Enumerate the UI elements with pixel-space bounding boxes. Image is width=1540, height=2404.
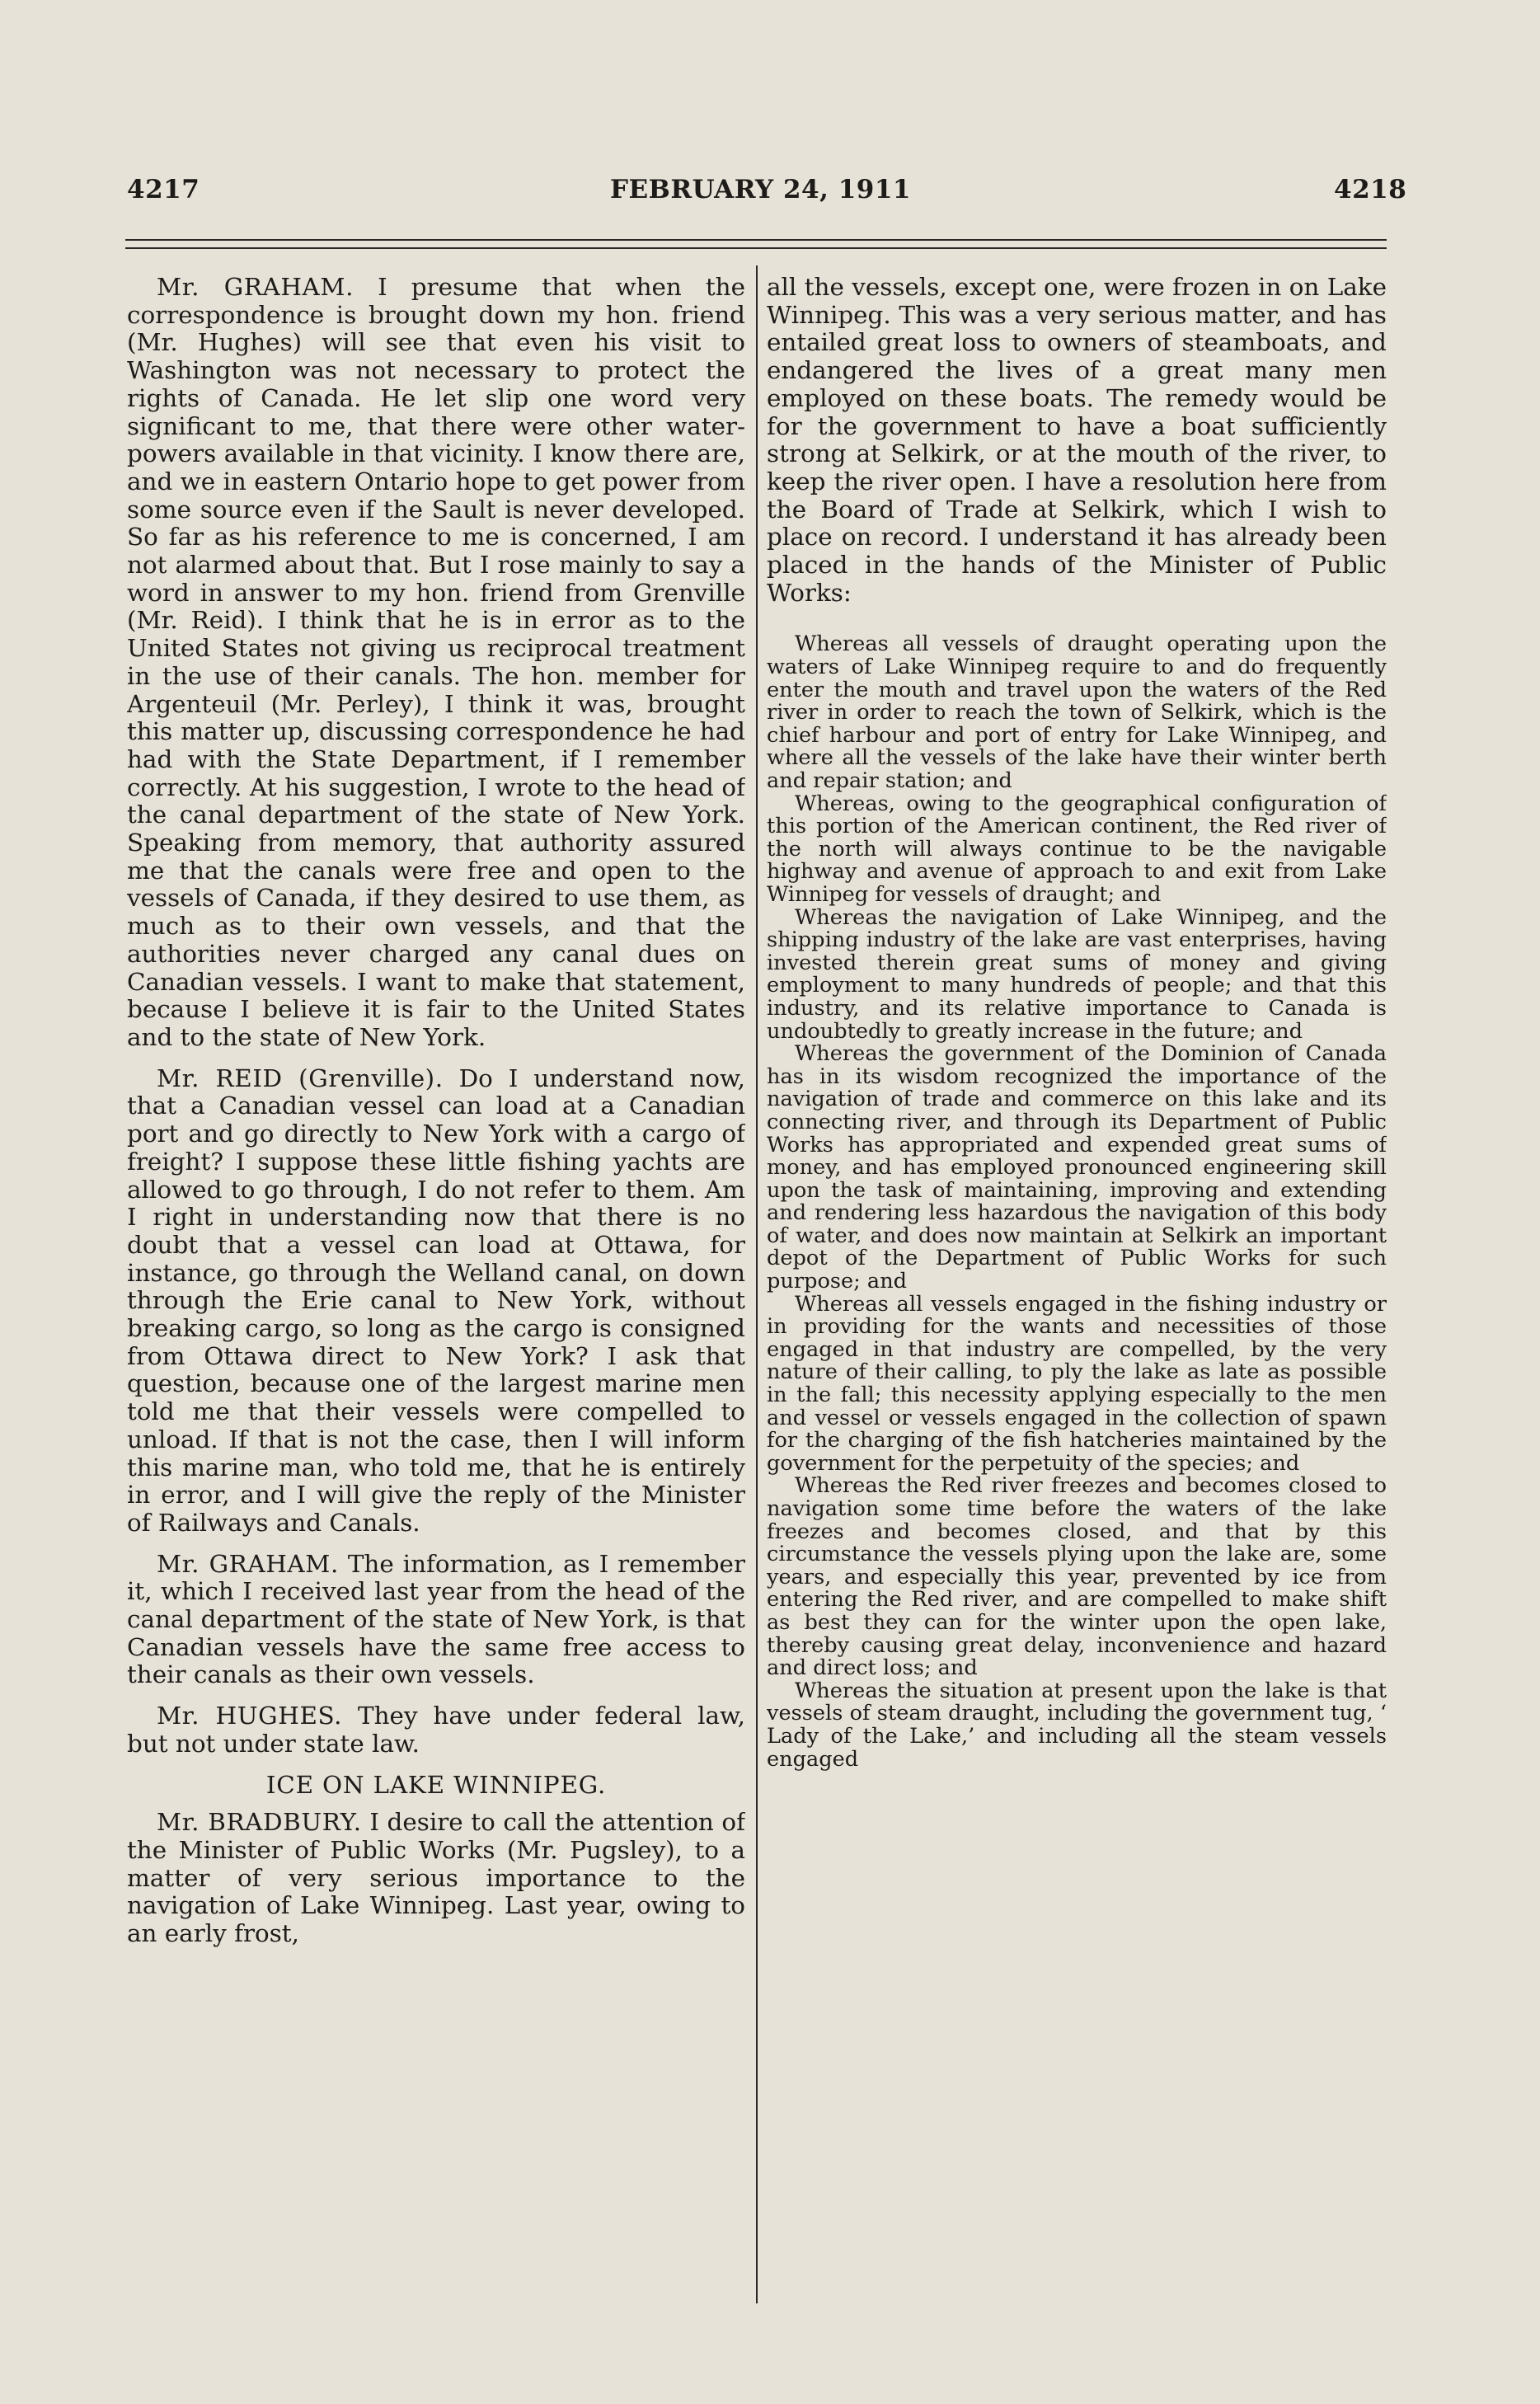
- page-number-left: 4217: [127, 175, 200, 204]
- speaker-name: Mr. BRADBURY.: [157, 1808, 362, 1837]
- header-rule-top: [125, 239, 1387, 241]
- speaker-name: Mr. HUGHES.: [157, 1702, 343, 1730]
- page-date: FEBRUARY 24, 1911: [610, 175, 911, 204]
- left-column: [127, 274, 745, 2310]
- resolution-clause: Whereas the Red river freezes and becomes closed to navigation some time before the waters of the lake freezes and becomes closed, and that by this circumstance the vessels plying upon the lake are, some years, and especially this year, prevented by ice from entering the Red river, and are compelled to make shift as best they can for the winter upon the open lake, thereby causing great delay, inconvenience and hazard and direct loss; and: [767, 1473, 1387, 1681]
- speech-text: The information, as I remember it, which I received last year from the head of the canal department of the state of New York, is that Canadian vessels have the same free access to their canals as their own vessels.: [127, 1549, 745, 1689]
- resolution-clause: Whereas the navigation of Lake Winnipeg, and the shipping industry of the lake are vast enterprises, having invested therein great sums of money and giving employment to many hundreds of people; and that this industry, and its relative importance to Canada is undoubtedly to greatly increase in the future; and: [767, 904, 1387, 1044]
- speech-text: Do I understand now, that a Canadian vessel can load at a Canadian port and go directly to New York with a cargo of freight? I suppose these little fishing yachts are allowed to go through, I do not refer to them. Am I right in understanding now that there is no doubt that a vessel can load at Ottawa, for instance, go through the Welland canal, on down through the Erie canal to New York, without breaking cargo, so long as the cargo is consigned from Ottawa direct to New York? I ask that question, because one of the largest marine men told me that their vessels were compelled to unload. If that is not the case, then I will inform this marine man, who told me, that he is entirely in error, and I will give the reply of the Minister of Railways and Canals.: [127, 1063, 745, 1537]
- column-divider: [756, 265, 758, 2303]
- resolution-clause: Whereas the situation at present upon the lake is that vessels of steam draught, including the government tug, ‘ Lady of the Lake,’ and including all the steam vessels engaged: [767, 1678, 1387, 1772]
- right-column: [767, 274, 1387, 2310]
- resolution-clause: Whereas all vessels of draught operating upon the waters of Lake Winnipeg require to and do frequently enter the mouth and travel upon the waters of the Red river in order to reach the town of Selkirk, which is the chief harbour and port of entry for Lake Winnipeg, and where all the vessels of the lake have their winter berth and repair station; and: [767, 632, 1387, 793]
- paragraph: [127, 274, 745, 1052]
- speech-text: I presume that when the correspondence is brought down my hon. friend (Mr. Hughes) will see that even his visit to Washington was not necessary to protect the rights of Canada. He let slip one word very significant to me, that there were other water-powers available in that vicinity. I know there are, and we in eastern Ontario hope to get power from some source even if the Sault is never developed. So far as his reference to me is concerned, I am not alarmed about that. But I rose mainly to say a word in answer to my hon. friend from Grenville (Mr. Reid). I think that he is in error as to the United States not giving us reciprocal treatment in the use of their canals. The hon. member for Argenteuil (Mr. Perley), I think it was, brought this matter up, discussing correspondence he had had with the State Department, if I remember correctly. At his suggestion, I wrote to the head of the canal department of the state of New York. Speaking from memory, that authority assured me that the canals were free and open to the vessels of Canada, if they desired to use them, as much as to their own vessels, and that the authorities never charged any canal dues on Canadian vessels. I want to make that statement, because I believe it is fair to the United States and to the state of New York.: [127, 274, 745, 1051]
- resolution-clause: Whereas all vessels engaged in the fishing industry or in providing for the wants and necessities of those engaged in that industry are compelled, by the very nature of their calling, to ply the lake as late as possible in the fall; this necessity applying especially to the men and vessel or vessels engaged in the collection of spawn for the charging of the fish hatcheries maintained by the government for the perpetuity of the species; and: [767, 1291, 1387, 1476]
- resolution-clause: Whereas the government of the Dominion of Canada has in its wisdom recognized the importance of the navigation of trade and commerce on this lake and its connecting river, and through its Department of Public Works has appropriated and expended great sums of money, and has employed pronounced engineering skill upon the task of maintaining, improving and extending and rendering less hazardous the navigation of this body of water, and does now maintain at Selkirk an important depot of the Department of Public Works for such purpose; and: [767, 1041, 1387, 1294]
- paragraph: [127, 1065, 745, 1538]
- speech-text: I desire to call the attention of the Minister of Public Works (Mr. Pugsley), to a matter of very serious importance to the navigation of Lake Winnipeg. Last year, owing to an early frost,: [127, 1808, 745, 1948]
- speech-continuation: all the vessels, except one, were frozen in on Lake Winnipeg. This was a very serious matter, and has entailed great loss to owners of steamboats, and endangered the lives of a great many men employed on these boats. The remedy would be for the government to have a boat sufficiently strong at Selkirk, or at the mouth of the river, to keep the river open. I have a resolution here from the Board of Trade at Selkirk, which I wish to place on record. I understand it has already been placed in the hands of the Minister of Public Works:: [767, 274, 1387, 607]
- speaker-name: Mr. GRAHAM.: [157, 1549, 339, 1578]
- paragraph: [127, 1702, 745, 1758]
- paragraph: [127, 1551, 745, 1690]
- section-heading: ICE ON LAKE WINNIPEG.: [265, 1770, 607, 1799]
- paragraph: [127, 1809, 745, 1948]
- speaker-name: Mr. REID (Grenville).: [157, 1063, 444, 1092]
- page-number-right: 4218: [1334, 175, 1407, 204]
- resolution-clause: Whereas, owing to the geographical configuration of this portion of the American continent, the Red river of the north will always continue to be the navigable highway and avenue of approach to and exit from Lake Winnipeg for vessels of draught; and: [767, 791, 1387, 907]
- speaker-name: Mr. GRAHAM.: [157, 274, 354, 301]
- speech-text: They have under federal law, but not under state law.: [127, 1702, 745, 1758]
- header-rule-bottom: [125, 247, 1387, 249]
